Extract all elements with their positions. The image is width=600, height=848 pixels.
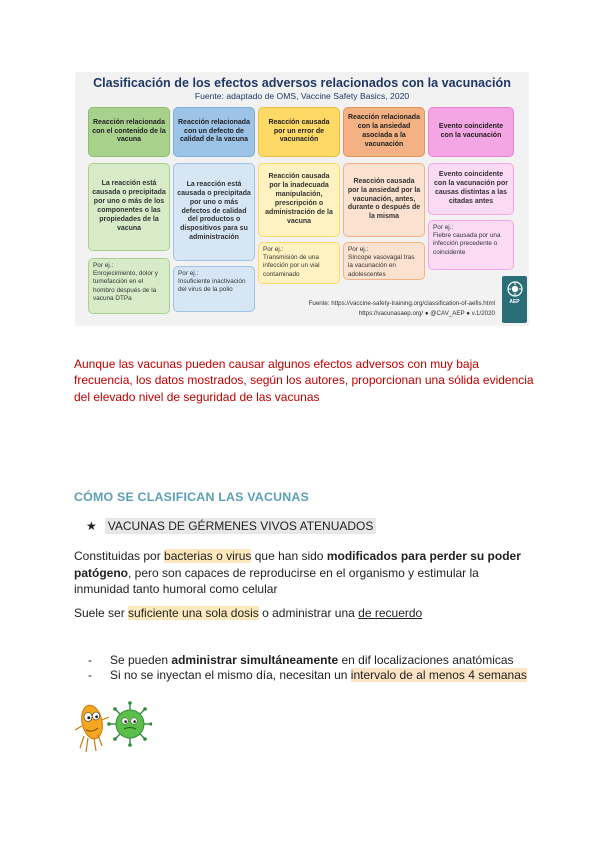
text-run: en dif localizaciones anatómicas — [338, 653, 514, 667]
paragraph-dose — [74, 605, 534, 622]
highlight-bacteria-virus: bacterias o virus — [164, 549, 252, 563]
text-run: Suele ser — [74, 606, 129, 620]
column-4-example-text: Síncope vasovagal tras la vacunación en adolescentes — [348, 254, 415, 278]
column-4-header: Reacción relacionada con la ansiedad asociada a la vacunación — [343, 107, 425, 157]
adverse-effects-infographic — [75, 72, 529, 326]
column-2-header: Reacción relacionada con un defecto de calidad de la vacuna — [173, 107, 255, 157]
infographic-subtitle: Fuente: adaptado de OMS, Vaccine Safety Basics, 2020 — [194, 91, 410, 101]
bullet-dash: - — [88, 653, 92, 667]
column-3-example-label: Por ej.: — [263, 246, 284, 253]
column-1-example-text: Enrojecimiento, dolor y tumefacción en el hombro después de la vacuna DTPa — [93, 270, 159, 302]
aep-logo-text: AEP — [509, 299, 520, 305]
text-run: que han sido — [251, 549, 327, 563]
infographic-source-social: https://vacunasaep.org/ ● @CAV_AEP ● v.1/2020 — [358, 310, 495, 317]
safety-note-paragraph: Aunque las vacunas pueden causar algunos efectos adversos con muy baja frecuencia, los datos mostrados, según los autores, proporcionan una sólida evidencia del elevado nivel de seguridad de las vacunas — [74, 357, 534, 404]
column-4-example-label: Por ej.: — [348, 246, 369, 253]
vaccine-type-item — [86, 517, 376, 535]
column-5-header: Evento coincidente con la vacunación — [428, 107, 514, 157]
underline-booster: de recuerdo — [358, 606, 423, 620]
column-3-example — [258, 242, 340, 284]
infographic-source-url: Fuente: https://vaccine-safety-training.org/classification-of-aefis.html — [308, 300, 495, 307]
column-1-example — [88, 258, 170, 314]
text-run: Si no se inyectan el mismo día, necesitan un — [110, 668, 351, 682]
paragraph-composition — [74, 548, 534, 598]
column-5-example — [428, 220, 514, 270]
aep-emblem-icon — [507, 281, 523, 297]
list-item — [88, 668, 527, 682]
germs-cartoon-icon — [72, 696, 152, 758]
infographic-title: Clasificación de los efectos adversos relacionados con la vacunación — [93, 76, 511, 90]
highlight-single-dose: suficiente una sola dosis — [128, 606, 259, 620]
column-1-description: La reacción está causada o precipitada por uno o más de los componentes o las propiedades de la vacuna — [88, 163, 170, 251]
column-2-description: La reacción está causada o precipitada por uno o más defectos de calidad del productos o dispositivos para su administración — [173, 163, 255, 261]
column-4-example — [343, 242, 425, 280]
vaccine-type-label: VACUNAS DE GÉRMENES VIVOS ATENUADOS — [105, 518, 377, 534]
column-2-example — [173, 266, 255, 312]
bold-modified: modificados para perder su poder patógeno — [74, 549, 521, 580]
column-2-example-text: Insuficiente inactivación del virus de la polio — [178, 278, 246, 294]
text-run: , pero son capaces de reproducirse en el organismo y estimular la inmunidad tanto humoral como celular — [74, 565, 479, 596]
column-1-example-label: Por ej.: — [93, 262, 114, 269]
bullet-dash: - — [88, 668, 92, 682]
list-item — [88, 653, 514, 667]
text-run: Constituidas por — [74, 549, 165, 563]
bold-simultaneous: administrar simultáneamente — [171, 653, 339, 667]
section-heading: CÓMO SE CLASIFICAN LAS VACUNAS — [74, 490, 310, 504]
aep-logo — [502, 276, 527, 323]
column-2-example-label: Por ej.: — [178, 270, 199, 277]
column-3-example-text: Transmisión de una infección por un vial contaminado — [263, 254, 320, 278]
column-5-example-text: Fiebre causada por una infección precedente o coincidente — [433, 232, 501, 256]
column-1-header: Reacción relacionada con el contenido de la vacuna — [88, 107, 170, 157]
column-4-description: Reacción causada por la ansiedad por la vacunación, antes, durante o después de la misma — [343, 163, 425, 237]
column-3-description: Reacción causada por la inadecuada manipulación, prescripción o administración de la vacuna — [258, 163, 340, 237]
star-icon: ★ — [86, 519, 97, 533]
column-5-description: Evento coincidente con la vacunación por causas distintas a las citadas antes — [428, 163, 514, 215]
highlight-interval: intervalo de al menos 4 semanas — [350, 668, 527, 682]
text-run: o administrar una — [258, 606, 359, 620]
column-5-example-label: Por ej.: — [433, 224, 454, 231]
column-3-header: Reacción causada por un error de vacunación — [258, 107, 340, 157]
text-run: Se pueden — [110, 653, 172, 667]
